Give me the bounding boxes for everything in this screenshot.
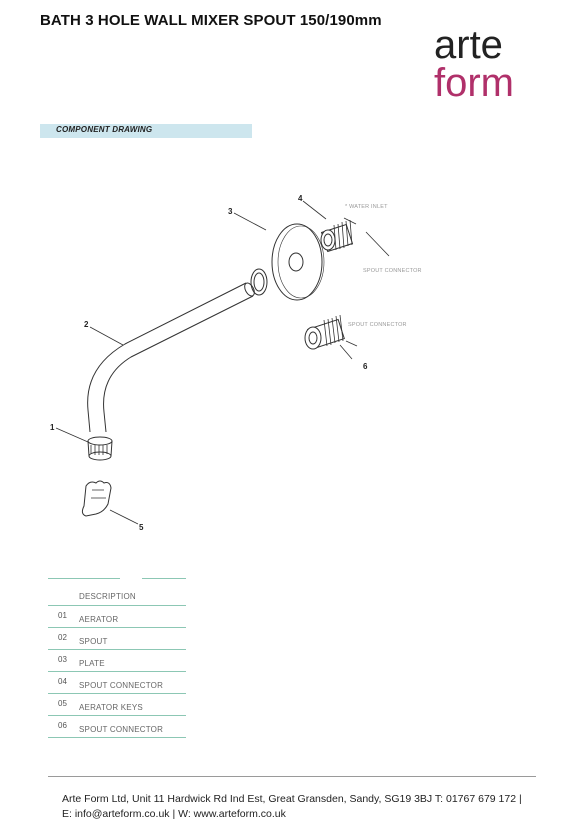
section-heading: COMPONENT DRAWING — [56, 125, 153, 134]
parts-header-description: DESCRIPTION — [79, 592, 136, 601]
footer-address: Arte Form Ltd, Unit 11 Hardwick Rd Ind Est, Great Gransden, Sandy, SG19 3BJ T: 01767 679 172 | — [62, 793, 522, 805]
table-row — [48, 628, 186, 650]
part-description: SPOUT — [79, 637, 108, 646]
part-number: 02 — [58, 633, 67, 642]
footer — [62, 792, 522, 822]
note-spout-connector-lower: SPOUT CONNECTOR — [348, 322, 407, 328]
arte-form-logo — [434, 23, 514, 105]
table-row — [48, 694, 186, 716]
footer-divider — [48, 776, 536, 777]
callout-3: 3 — [228, 207, 233, 216]
logo-word-form: form — [434, 61, 514, 105]
component-drawing — [0, 150, 580, 550]
footer-contact: E: info@arteform.co.uk | W: www.arteform.co.uk — [62, 808, 286, 820]
part-description: SPOUT CONNECTOR — [79, 681, 164, 690]
aerator-part — [88, 437, 112, 460]
page-title: BATH 3 HOLE WALL MIXER SPOUT 150/190mm — [40, 12, 382, 29]
table-row — [48, 650, 186, 672]
spout-part — [88, 283, 246, 432]
part-number: 01 — [58, 611, 67, 620]
part-description: PLATE — [79, 659, 105, 668]
part-description: SPOUT CONNECTOR — [79, 725, 164, 734]
callout-4: 4 — [298, 194, 303, 203]
part-description: AERATOR — [79, 615, 119, 624]
table-row — [48, 606, 186, 628]
part-description: AERATOR KEYS — [79, 703, 143, 712]
part-number: 05 — [58, 699, 67, 708]
wall-plate — [272, 224, 322, 300]
logo-word-arte: arte — [434, 23, 503, 67]
parts-table-header — [48, 584, 186, 606]
spout-part-inner — [104, 296, 253, 432]
aerator-key-part — [82, 481, 111, 516]
note-water-inlet: * WATER INLET — [345, 204, 388, 210]
table-row — [48, 716, 186, 738]
spout-connector-upper — [321, 220, 352, 252]
note-spout-connector-upper: SPOUT CONNECTOR — [363, 268, 422, 274]
part-number: 04 — [58, 677, 67, 686]
callout-1: 1 — [50, 423, 55, 432]
parts-table — [48, 578, 186, 738]
callout-2: 2 — [84, 320, 89, 329]
callout-5: 5 — [139, 523, 144, 532]
part-number: 06 — [58, 721, 67, 730]
part-number: 03 — [58, 655, 67, 664]
section-heading-bar — [40, 124, 252, 138]
spout-connector-lower — [305, 315, 344, 349]
callout-6: 6 — [363, 362, 368, 371]
table-row — [48, 672, 186, 694]
